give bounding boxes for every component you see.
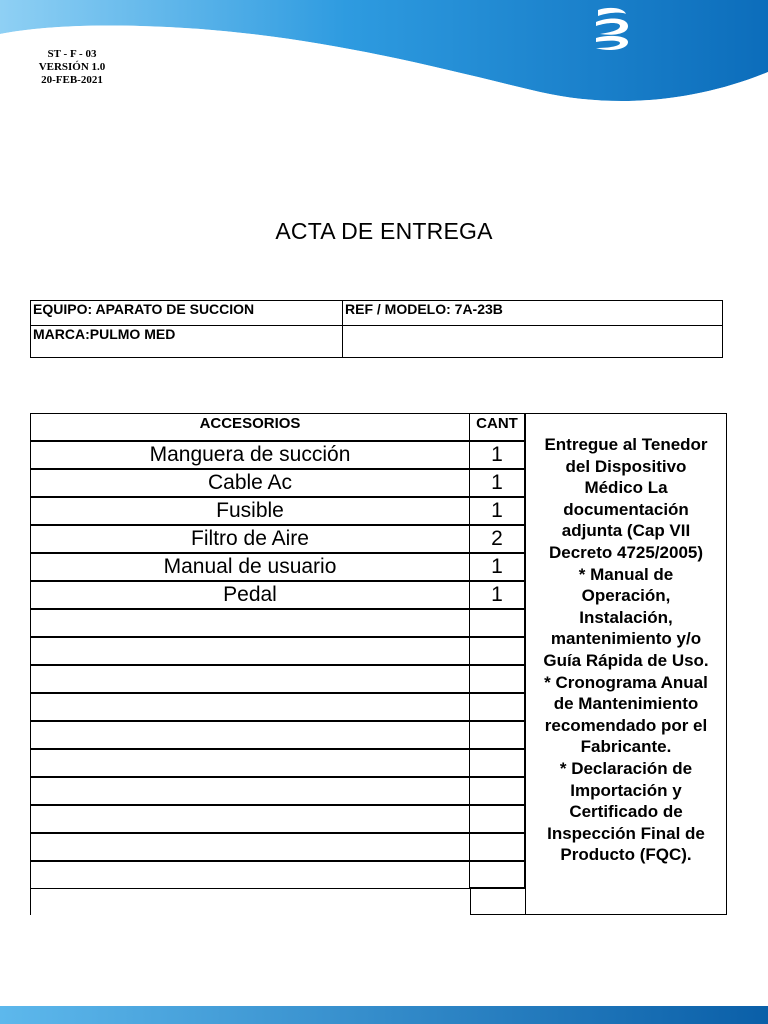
table-row (30, 805, 525, 833)
accessory-name: Fusible (30, 497, 470, 525)
table-row (30, 469, 525, 497)
accessory-name: Manual de usuario (30, 553, 470, 581)
accessory-qty: 2 (470, 525, 525, 553)
accessory-name (30, 833, 470, 861)
accessory-name (30, 721, 470, 749)
table-row (30, 693, 525, 721)
accessory-name: Pedal (30, 581, 470, 609)
accessory-qty (470, 805, 525, 833)
table-row (30, 553, 525, 581)
accessory-qty (470, 693, 525, 721)
table-row (30, 665, 525, 693)
accessory-qty (470, 721, 525, 749)
accessory-name (30, 777, 470, 805)
accessory-qty (470, 637, 525, 665)
accessory-name: Cable Ac (30, 469, 470, 497)
table-row (30, 749, 525, 777)
table-row (30, 581, 525, 609)
accessory-qty (470, 609, 525, 637)
accessory-name (30, 805, 470, 833)
accessory-name: Filtro de Aire (30, 525, 470, 553)
accessory-name (30, 861, 470, 889)
table-row (30, 497, 525, 525)
table-row (30, 525, 525, 553)
equipment-blank-cell (343, 326, 721, 357)
accessories-header-row (30, 413, 525, 441)
accessory-name (30, 637, 470, 665)
accessory-name (30, 693, 470, 721)
accessory-qty (470, 777, 525, 805)
accessory-qty: 1 (470, 441, 525, 469)
equipment-info-table (30, 300, 723, 358)
table-row (30, 777, 525, 805)
page-title: ACTA DE ENTREGA (275, 218, 493, 244)
table-bottom-qty-cell (470, 887, 525, 915)
brand-logo-icon (588, 4, 636, 52)
accessory-qty: 1 (470, 469, 525, 497)
table-bottom-left-border (30, 887, 31, 915)
quantity-header: CANT (470, 413, 525, 441)
accessory-qty (470, 665, 525, 693)
accessories-header: ACCESORIOS (30, 413, 470, 441)
equipment-ref-model: REF / MODELO: 7A-23B (345, 301, 503, 317)
documentation-notes-text: Entregue al Tenedor del Dispositivo Médico La documentación adjunta (Cap VII Decreto 4725/2005) * Manual de Operación, Instalación, mantenimiento y/o Guía Rápida de Uso. * Cronograma Anual de Mantenimiento recomendado por el Fabricante. * Declaración de Importación y Certificado de Inspección Final de Producto (FQC). (543, 435, 709, 865)
table-row (30, 441, 525, 469)
table-row (30, 833, 525, 861)
footer-bar (0, 1006, 768, 1024)
document-version: VERSIÓN 1.0 (38, 61, 106, 73)
accessory-name: Manguera de succión (30, 441, 470, 469)
documentation-notes-box (525, 413, 727, 915)
document-code: ST - F - 03 (47, 48, 97, 60)
table-row (30, 721, 525, 749)
table-row (30, 637, 525, 665)
accessory-qty (470, 861, 525, 889)
document-code-block (22, 48, 122, 87)
equipment-name: EQUIPO: APARATO DE SUCCION (33, 301, 255, 317)
document-date: 20-FEB-2021 (41, 74, 103, 86)
accessory-qty (470, 749, 525, 777)
table-row (30, 609, 525, 637)
accessory-qty: 1 (470, 553, 525, 581)
accessory-name (30, 609, 470, 637)
accessory-qty: 1 (470, 581, 525, 609)
accessory-name (30, 749, 470, 777)
accessory-qty (470, 833, 525, 861)
accessory-qty: 1 (470, 497, 525, 525)
equipment-brand: MARCA:PULMO MED (33, 326, 176, 342)
table-row (30, 861, 525, 889)
accessory-name (30, 665, 470, 693)
